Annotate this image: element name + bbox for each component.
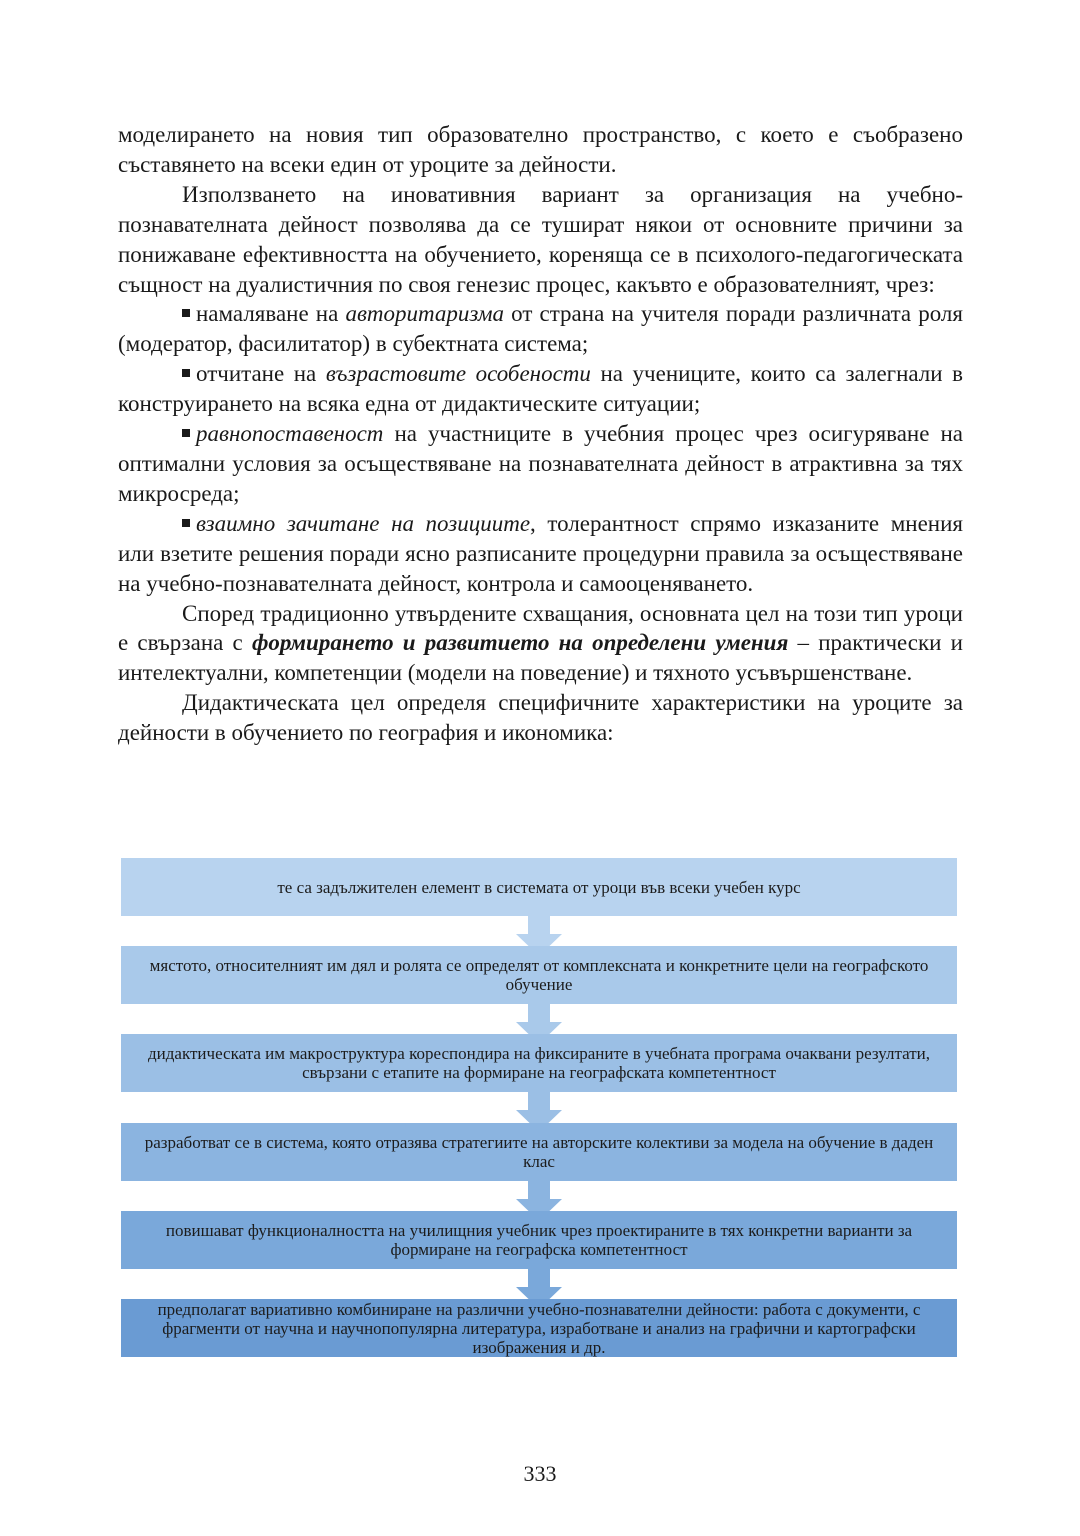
- bullet-item: отчитане на възрастовите особености на учениците, които са залегнали в конструирането на всяка една от дидактическите ситуации;: [118, 361, 964, 417]
- flow-step: дидактическата им макроструктура кореспондира на фиксираните в учебната програма очаквани резултати, свързани с етапите на формиране на географската компетентност: [121, 1034, 957, 1092]
- bullet-item: равнопоставеност на участниците в учебния процес чрез осигуряване на оптимални условия за осъществяване на познавателната дейност в атрактивна за тях микросреда;: [118, 421, 963, 506]
- paragraph: моделирането на новия тип образователно пространство, с което е съобразено съставянето на всеки един от уроците за дейности.: [118, 122, 963, 177]
- flowchart: [121, 858, 957, 1358]
- square-bullet-icon: [182, 519, 190, 527]
- flow-step: мястото, относителният им дял и ролята се определят от комплексната и конкретните цели на географското обучение: [121, 946, 957, 1004]
- square-bullet-icon: [182, 309, 190, 317]
- page-number: 333: [523, 1461, 557, 1486]
- paragraph: Според традиционно утвърдените схващания, основната цел на този тип уроци е свързана с формирането и развитието на определени умения – практически и интелектуални, компетенции (модели на поведение) и тяхното усъвършенстване.: [118, 600, 963, 686]
- flow-step: предполагат вариативно комбиниране на различни учебно-познавателни дейности: работа с документи, с фрагменти от научна и научнопопулярна литература, изработване и анализ на графични и картографски изображения и др.: [121, 1299, 957, 1357]
- bullet-item: намаляване на авторитаризма от страна на учителя поради различната роля (модератор, фасилитатор) в субектната система;: [118, 301, 963, 357]
- bullet-item: взаимно зачитане на позициите, толерантност спрямо изказаните мнения или взетите решения поради ясно разписаните процедурни правила за осъществяване на учебно-познавателната дейност, контрола и самооценяването.: [118, 510, 963, 596]
- paragraph: Използването на иновативния вариант за организация на учебно-познавателната дейност позволява да се тушират някои от основните причини за понижаване ефективността на обучението, кореняща се в психолого-педагогическата същност на дуалистичния по своя генезис процес, какъвто е образователният, чрез:: [118, 181, 963, 297]
- flow-step: те са задължителен елемент в системата от уроци във всеки учебен курс: [121, 858, 957, 916]
- paragraph: Дидактическата цел определя специфичните характеристики на уроците за дейности в обучението по география и икономика:: [118, 690, 963, 746]
- flow-step: повишават функционалността на училищния учебник чрез проектираните в тях конкретни варианти за формиране на географска компетентност: [121, 1211, 957, 1269]
- square-bullet-icon: [182, 369, 190, 377]
- square-bullet-icon: [182, 429, 190, 437]
- flow-step: разработват се в система, която отразява стратегиите на авторските колективи за модела на обучение в даден клас: [121, 1123, 957, 1181]
- body-text: [118, 120, 963, 748]
